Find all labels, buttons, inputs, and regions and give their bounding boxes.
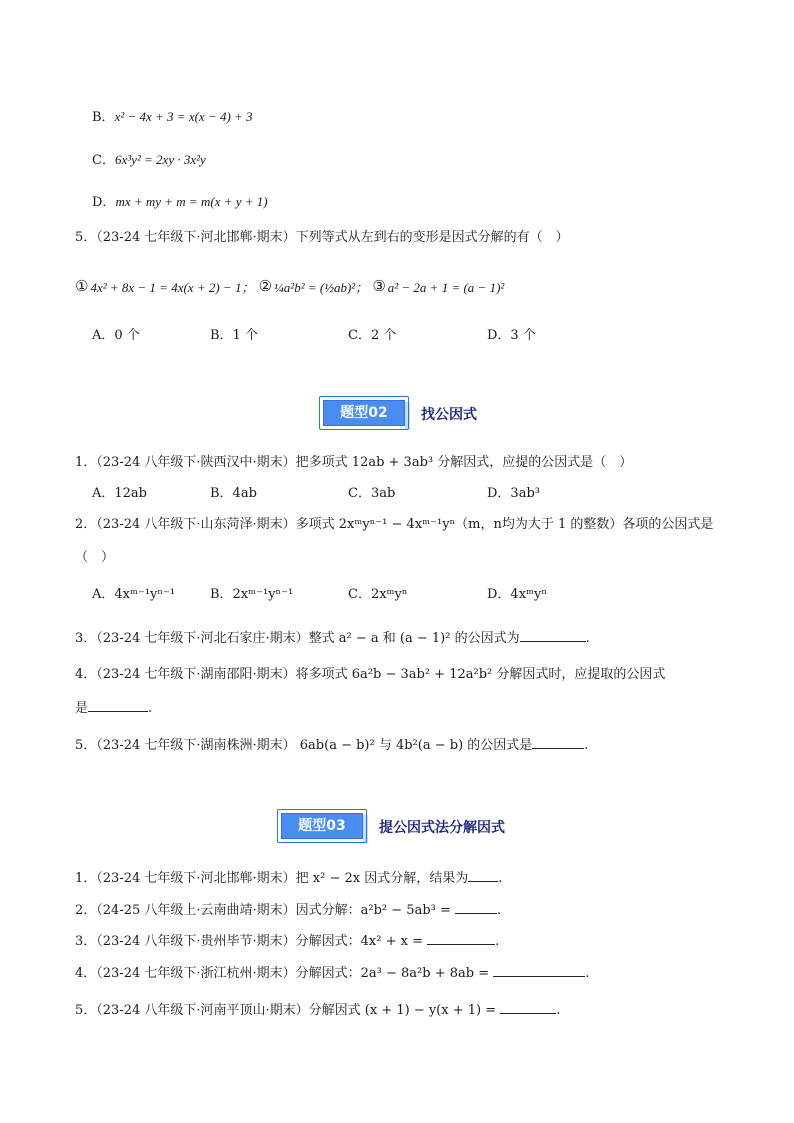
s3-q4: 4．（23-24 七年级下·浙江杭州·期末）分解因式：2a³ − 8a²b + 8ab = .: [75, 963, 589, 983]
answer-blank[interactable]: [520, 628, 586, 642]
s2-q2-stem: 2．（23-24 八年级下·山东菏泽·期末）多项式 2xᵐyⁿ⁻¹ − 4xᵐ⁻¹yⁿ（m，n均为大于 1 的整数）各项的公因式是: [75, 517, 714, 532]
prev-option-d: D．mx + my + m = m(x + y + 1): [92, 194, 268, 210]
answer-blank[interactable]: [88, 698, 148, 712]
s2-q1-stem: 1．（23-24 八年级下·陕西汉中·期末）把多项式 12ab + 3ab³ 分解因式，应提的公因式是（ ）: [75, 455, 633, 470]
option-a: A．0 个: [92, 328, 140, 343]
option-a: A．4xᵐ⁻¹yⁿ⁻¹: [92, 587, 176, 602]
prev-option-b: B．x² − 4x + 3 = x(x − 4) + 3: [92, 109, 253, 125]
circled-number: ①: [75, 277, 89, 295]
section-title: 提公因式法分解因式: [379, 820, 505, 836]
prev-option-c: C．6x³y² = 2xy · 3x²y: [92, 152, 206, 168]
option-b: B．1 个: [210, 328, 258, 343]
s3-q3: 3．（23-24 八年级下·贵州毕节·期末）分解因式：4x² + x = .: [75, 931, 499, 951]
s2-q3: 3．（23-24 七年级下·河北石家庄·期末）整式 a² − a 和 (a − 1)² 的公因式为 .: [75, 628, 590, 648]
circled-number: ③: [372, 277, 386, 295]
answer-blank[interactable]: [455, 900, 497, 914]
section-title: 找公因式: [421, 407, 477, 423]
option-b: B．2xᵐ⁻¹yⁿ⁻¹: [210, 587, 294, 602]
option-a: A．12ab: [92, 486, 148, 501]
answer-blank[interactable]: [427, 931, 495, 945]
q5-stem: 5．（23-24 七年级下·河北邯郸·期末）下列等式从左到右的变形是因式分解的有（ ）: [75, 230, 569, 245]
answer-blank[interactable]: [493, 963, 585, 977]
section-badge: 题型03: [281, 813, 363, 839]
option-c: C．2 个: [348, 328, 397, 343]
circled-number: ②: [258, 277, 273, 295]
s2-q4-stem: 4．（23-24 七年级下·湖南邵阳·期末）将多项式 6a²b − 3ab² + 12a²b² 分解因式时，应提取的公因式: [75, 667, 666, 682]
q5-items: ① 4x² + 8x − 1 = 4x(x + 2) − 1； ② ¼a²b² = (½ab)²； ③ a² − 2a + 1 = (a − 1)²: [75, 277, 505, 295]
option-d: D．4xᵐyⁿ: [487, 587, 547, 602]
section-header-02: [319, 396, 579, 430]
s3-q2: 2．（24-25 八年级上·云南曲靖·期末）因式分解：a²b² − 5ab³ = .: [75, 900, 501, 920]
s2-q2-stem-cont: （ ）: [75, 550, 115, 565]
answer-blank[interactable]: [500, 1000, 556, 1014]
section-header-03: [277, 809, 597, 843]
s3-q1: 1．（23-24 七年级下·河北邯郸·期末）把 x² − 2x 因式分解，结果为 .: [75, 868, 502, 888]
option-d: D．3 个: [487, 328, 536, 343]
s3-q5: 5．（23-24 八年级下·河南平顶山·期末）分解因式 (x + 1) − y(x + 1) = .: [75, 1000, 560, 1020]
s2-q4-cont: 是 .: [75, 698, 152, 718]
section-badge: 题型02: [323, 400, 405, 426]
option-c: C．3ab: [348, 486, 396, 501]
option-b: B．4ab: [210, 486, 257, 501]
answer-blank[interactable]: [532, 735, 584, 749]
option-c: C．2xᵐyⁿ: [348, 587, 408, 602]
s2-q5: 5．（23-24 七年级下·湖南株洲·期末） 6ab(a − b)² 与 4b²(a − b) 的公因式是 .: [75, 735, 588, 755]
option-d: D．3ab³: [487, 486, 540, 501]
answer-blank[interactable]: [468, 868, 498, 882]
